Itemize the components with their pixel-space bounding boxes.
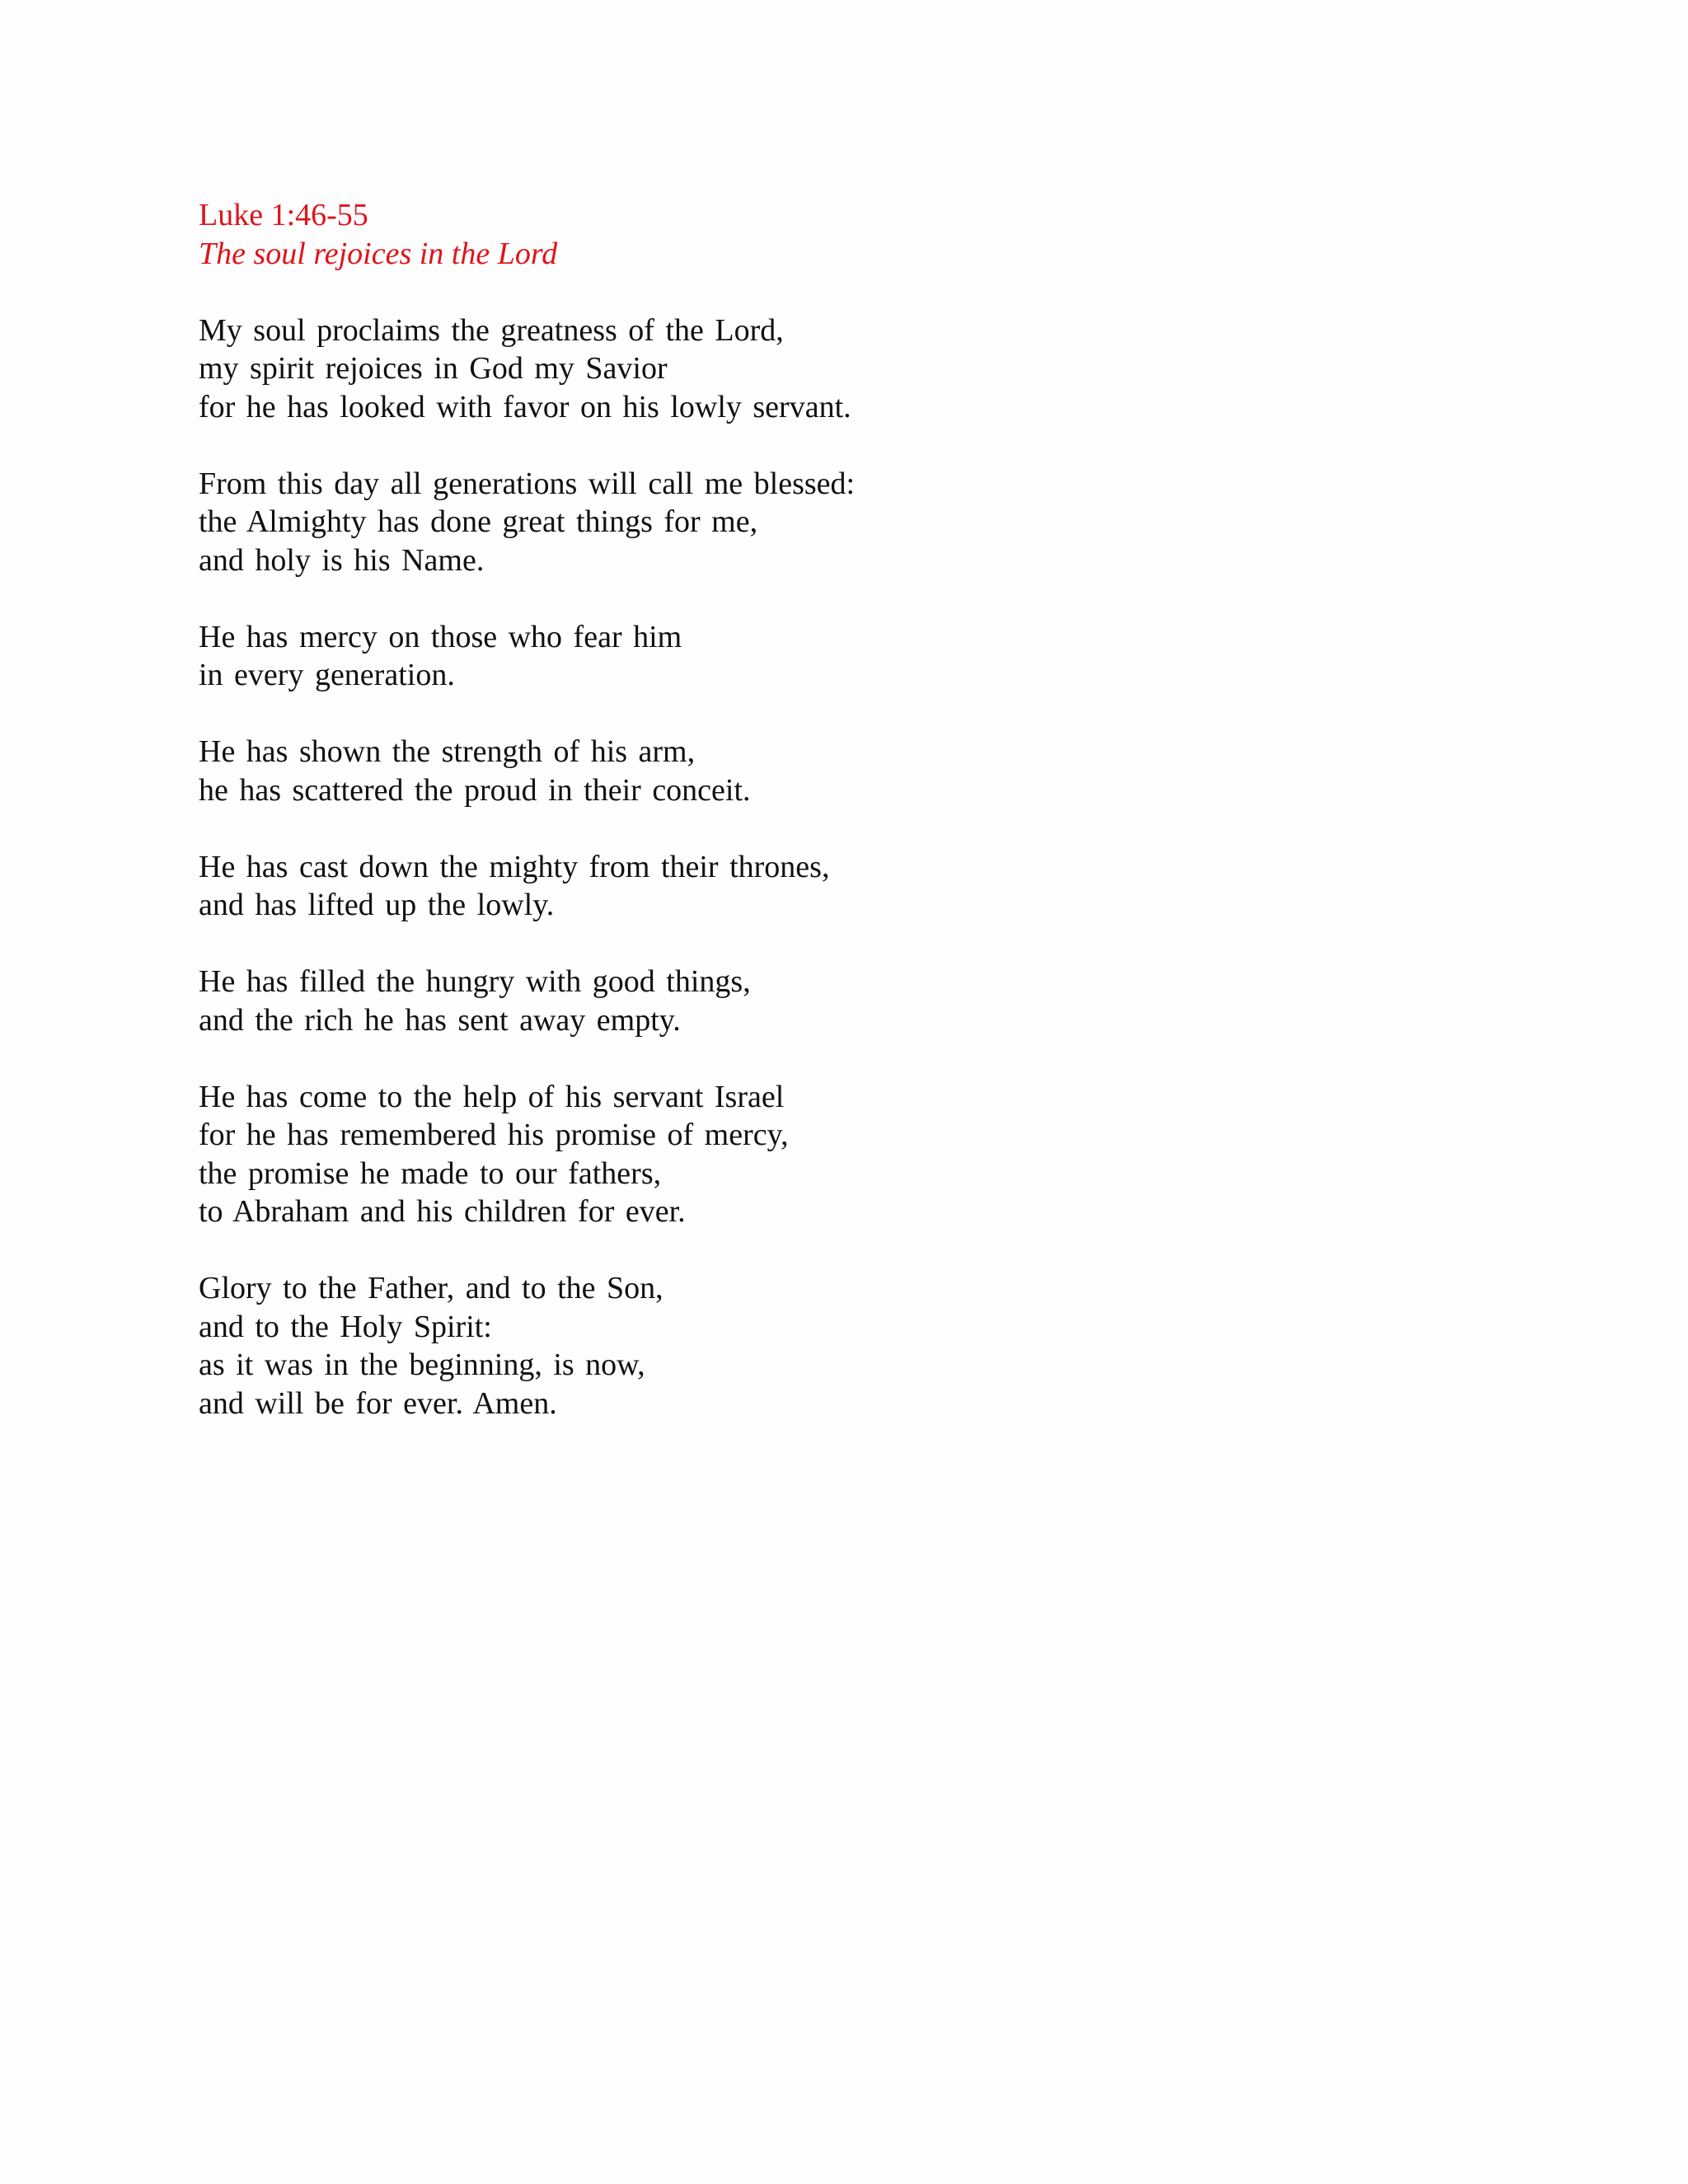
- verse-line: He has come to the help of his servant Israel: [199, 1079, 785, 1114]
- scripture-reference: Luke 1:46-55: [199, 198, 368, 232]
- verse-line: for he has looked with favor on his lowly servant.: [199, 389, 851, 424]
- stanza: [199, 618, 1435, 695]
- verse-line: my spirit rejoices in God my Savior: [199, 351, 668, 386]
- verse-line: and to the Holy Spirit:: [199, 1309, 492, 1344]
- verse-line: He has filled the hungry with good things,: [199, 964, 751, 999]
- stanza: [199, 963, 1435, 1039]
- stanza: [199, 1269, 1435, 1422]
- verse-line: the promise he made to our fathers,: [199, 1155, 662, 1191]
- verse-line: for he has remembered his promise of mercy,: [199, 1118, 789, 1152]
- verse-line: He has mercy on those who fear him: [199, 619, 682, 654]
- stanza: [199, 465, 1435, 580]
- stanza: [199, 312, 1435, 427]
- stanza: [199, 848, 1435, 925]
- stanza-list: [199, 312, 1435, 1423]
- stanza: [199, 733, 1435, 809]
- verse-line: the Almighty has done great things for me,: [199, 504, 758, 539]
- canticle-header: [199, 196, 1435, 273]
- canticle-text: [199, 196, 1435, 1461]
- verse-line: and has lifted up the lowly.: [199, 888, 555, 922]
- verse-line: From this day all generations will call me blessed:: [199, 466, 856, 501]
- verse-line: My soul proclaims the greatness of the Lord,: [199, 312, 784, 348]
- canticle-subtitle: The soul rejoices in the Lord: [199, 236, 558, 271]
- verse-line: He has shown the strength of his arm,: [199, 734, 696, 769]
- verse-line: he has scattered the proud in their conceit.: [199, 772, 751, 808]
- verse-line: He has cast down the mighty from their thrones,: [199, 849, 830, 884]
- verse-line: and will be for ever. Amen.: [199, 1385, 557, 1421]
- verse-line: and holy is his Name.: [199, 542, 485, 578]
- verse-line: and the rich he has sent away empty.: [199, 1002, 681, 1038]
- verse-line: to Abraham and his children for ever.: [199, 1194, 686, 1229]
- verse-line: in every generation.: [199, 658, 455, 692]
- verse-line: as it was in the beginning, is now,: [199, 1347, 645, 1382]
- verse-line: Glory to the Father, and to the Son,: [199, 1271, 663, 1305]
- stanza: [199, 1078, 1435, 1231]
